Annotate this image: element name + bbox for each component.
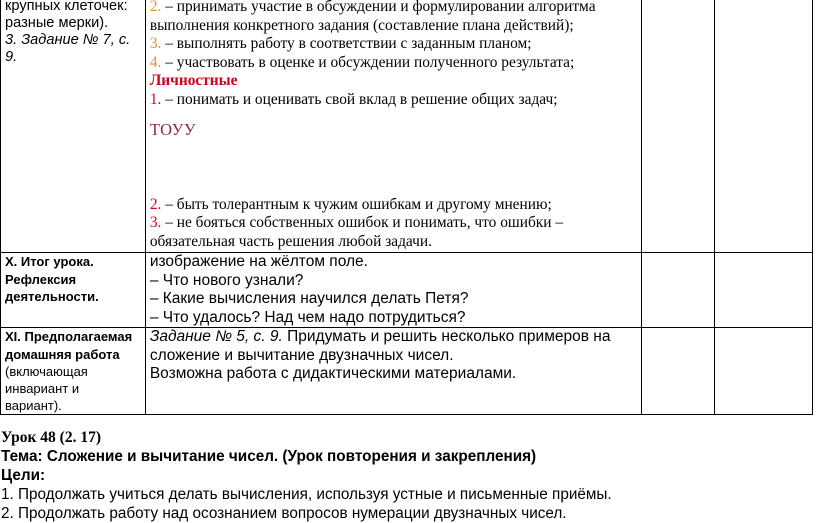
list-item: 4. – участвовать в оценке и обсуждении полученного результата; xyxy=(149,53,575,71)
list-item: 3. – выполнять работу в соответствии с заданным планом; xyxy=(149,35,532,52)
stage-cell xyxy=(1,0,146,253)
list-item: 1. – понимать и оценивать свой вклад в решение общих задач; xyxy=(149,90,558,108)
homework-text: Задание № 5, с. 9. Придумать и решить несколько примеров на сложение и вычитание двузначных чисел. Возможна работа с дидактическими материалами. xyxy=(149,328,611,382)
stage-title: X. Итог урока. Рефлексия деятельности. xyxy=(5,254,99,304)
empty-cell xyxy=(642,253,714,328)
personal-heading: Личностные xyxy=(149,72,238,89)
content-cell xyxy=(145,253,642,328)
touy-heading: ТОУУ xyxy=(149,120,197,139)
table-row xyxy=(1,253,813,328)
lesson-topic: Тема: Сложение и вычитание чисел. (Урок повторения и закрепления) xyxy=(1,448,537,465)
empty-cell xyxy=(642,328,714,415)
stage-note: (включающая инвариант и вариант). xyxy=(5,364,88,413)
empty-cell xyxy=(642,0,714,253)
list-item: 3. – не бояться собственных ошибок и понимать, что ошибки – обязательная часть решения любой задачи. xyxy=(149,214,564,250)
stage-cell xyxy=(1,253,146,328)
uud-cell xyxy=(145,0,642,253)
uud-list xyxy=(150,0,638,251)
content-cell xyxy=(145,328,642,415)
list-item: 2. – быть толерантным к чужим ошибкам и другому мнению; xyxy=(149,195,552,213)
task-reference: 3. Задание № 7, с. 9. xyxy=(5,32,131,65)
table-row xyxy=(1,328,813,415)
list-item: 2. – принимать участие в обсуждении и формулировании алгоритма выполнения конкретного задания (составление плана действий); xyxy=(149,0,596,34)
lesson-number: Урок 48 (2. 17) xyxy=(1,429,101,446)
lesson-header xyxy=(1,428,813,523)
reflection-questions: изображение на жёлтом поле. – Что нового узнали? – Какие вычисления научился делать Петя? – Что удалось? Над чем надо потрудиться? xyxy=(149,253,469,326)
goal-item: 1. Продолжать учиться делать вычисления, используя устные и письменные приёмы. xyxy=(1,486,612,503)
goals-heading: Цели: xyxy=(1,467,46,484)
goal-item: 2. Продолжать работу над осознанием вопросов нумерации двузначных чисел. xyxy=(1,505,567,522)
empty-cell xyxy=(714,253,812,328)
stage-title: XI. Предполагаемая домашняя работа xyxy=(5,329,133,362)
table-row xyxy=(1,0,813,253)
stage-text: крупных клеточек: разные мерки). 3. Задание № 7, с. 9. xyxy=(5,0,141,66)
empty-cell xyxy=(714,328,812,415)
stage-cell xyxy=(1,328,146,415)
empty-cell xyxy=(714,0,812,253)
